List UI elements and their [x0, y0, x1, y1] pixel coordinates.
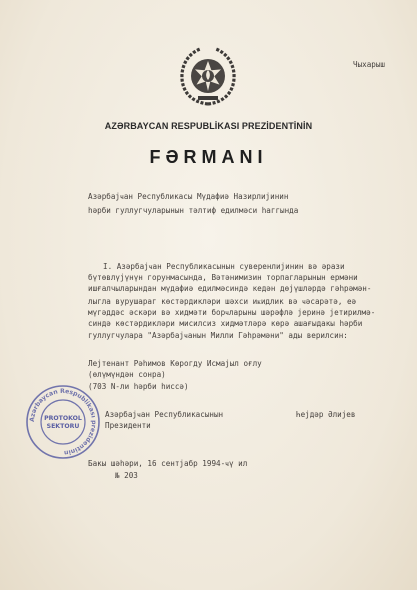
signatory-name: Һејдәр Әлијев [296, 410, 356, 419]
body-line: ишғалчыларындан мүдафиә едилмәсиндә кедән дөјүшләрдә гәһрәмән- [88, 284, 372, 293]
body-line: I. Азәрбајҹан Республикасынын суверенлијинин вә әрази [103, 262, 345, 271]
signatory-title: Президенти [105, 421, 151, 430]
issuer-heading: AZƏRBAYCAN RESPUBLİKASI PREZİDENTİNİN [104, 121, 313, 131]
state-emblem-icon [176, 44, 240, 108]
protocol-stamp-icon [25, 384, 101, 460]
body-line: бүтөвлүјүнүн горунмасында, Вәтәнимизин торпагларынын ермәни [88, 273, 358, 282]
place-and-date: Бакы шәһәри, 16 сентјабр 1994-ҹү ил [88, 459, 248, 468]
awardee-note: (өлүмүндән сонра) [88, 370, 166, 379]
decree-number: № 203 [115, 471, 138, 480]
svg-text:Azərbaycan Respublikası prezid [29, 388, 97, 456]
document-title: FƏRMANI [149, 147, 268, 167]
awardee-name: Лејтенант Рәһимов Көрогду Исмајыл оғлу [88, 359, 262, 368]
copy-label: Чыхарыш [353, 60, 386, 69]
stamp-center-text: PROTOKOL [44, 415, 82, 422]
body-line: синдә көстәрдикләри мисилсиз хидмәтләрә көрә ашағыдакы һәрби [88, 319, 363, 328]
awardee-unit: (703 N-ли һәрби һиссә) [88, 382, 189, 391]
stamp-ring-text: Azərbaycan Respublikası prezidentinin [28, 387, 98, 457]
subject-line: Азәрбајҹан Республикасы Мүдафиә Назирлијинин [88, 192, 289, 201]
subject-line: һәрби гуллугчуларынын тәлтиф едилмәси һаггында [88, 206, 299, 215]
body-line: лыгла вурушараг көстәрдикләри шәхси иҝидлик вә ҹәсарәтә, еә [88, 297, 357, 306]
body-line: мүгәддәс әскәри вә хидмәти борҹларыны шәрәфлә јеринә јетирилмә- [88, 308, 376, 317]
body-line: гуллугчулара "Азәрбајҹанын Милли Гәһрәмәни" ады верилсин: [88, 331, 348, 340]
stamp-center-text: SEKTORU [46, 423, 80, 430]
signatory-title: Азәрбајҹан Республикасынын [105, 410, 224, 419]
